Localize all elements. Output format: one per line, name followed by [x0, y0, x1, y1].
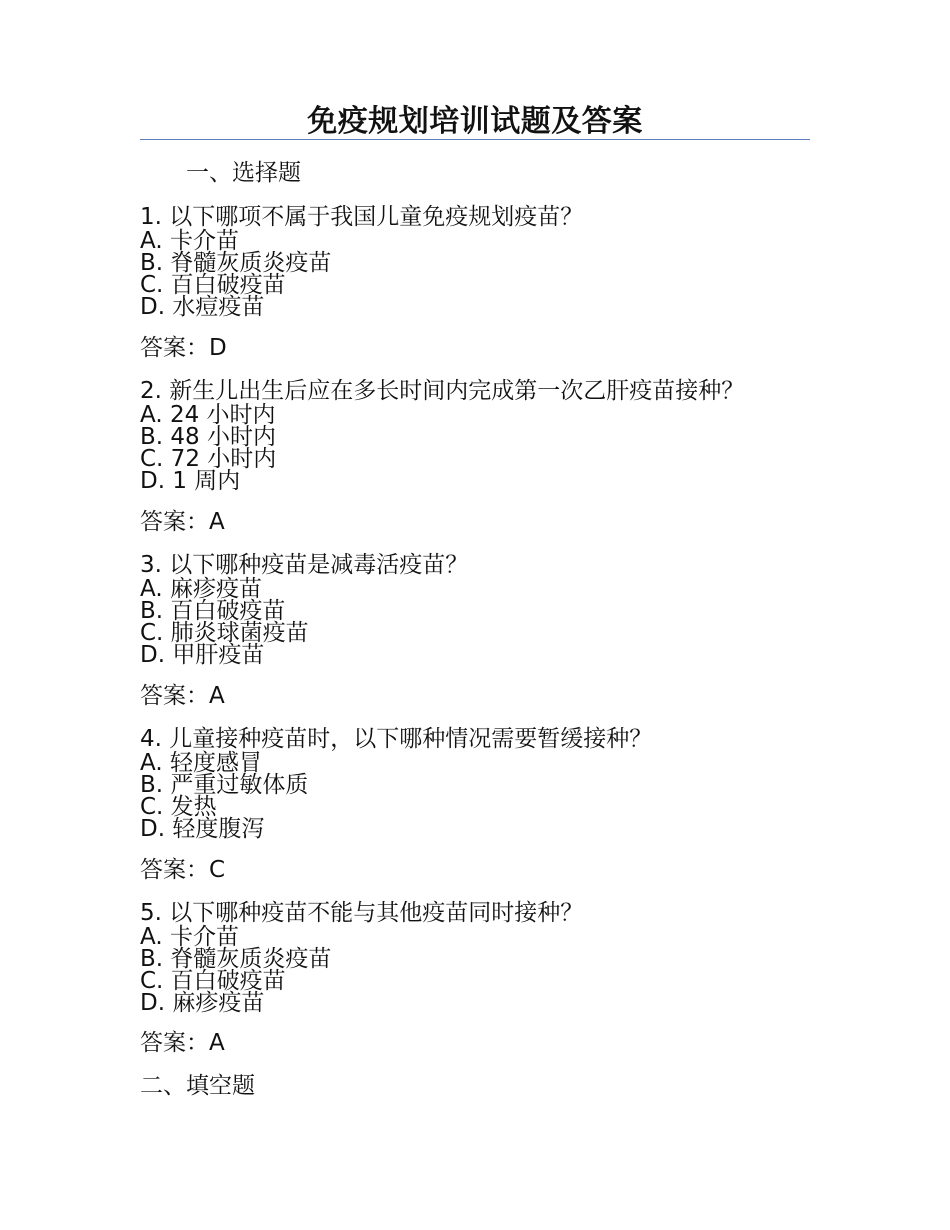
question-text: 5. 以下哪种疫苗不能与其他疫苗同时接种？ — [140, 900, 584, 926]
question-text: 4. 儿童接种疫苗时，以下哪种情况需要暂缓接种？ — [140, 726, 653, 752]
option-d: D. 1 周内 — [140, 468, 241, 494]
document-title: 免疫规划培训试题及答案 — [307, 104, 643, 139]
option-b: B. 严重过敏体质 — [140, 772, 309, 798]
answer-4: 答案：C — [140, 857, 226, 883]
option-a: A. 卡介苗 — [140, 924, 239, 950]
option-b: B. 脊髓灰质炎疫苗 — [140, 946, 332, 972]
answer-2: 答案：A — [140, 509, 225, 535]
question-text: 1. 以下哪项不属于我国儿童免疫规划疫苗？ — [140, 204, 584, 230]
option-d: D. 轻度腹泻 — [140, 816, 265, 842]
question-5 — [140, 900, 820, 1014]
option-b: B. 百白破疫苗 — [140, 598, 286, 624]
option-b: B. 48 小时内 — [140, 424, 276, 450]
option-a: A. 麻疹疫苗 — [140, 576, 262, 602]
question-3 — [140, 552, 820, 666]
option-d: D. 麻疹疫苗 — [140, 990, 265, 1016]
section-heading-choice: 一、选择题 — [186, 160, 301, 186]
section-heading-fill-blank: 二、填空题 — [140, 1073, 255, 1099]
option-c: C. 72 小时内 — [140, 446, 277, 472]
title-underline — [140, 139, 810, 140]
answer-3: 答案：A — [140, 683, 225, 709]
option-a: A. 卡介苗 — [140, 228, 239, 254]
question-2 — [140, 378, 820, 492]
option-c: C. 百白破疫苗 — [140, 272, 286, 298]
question-text: 3. 以下哪种疫苗是减毒活疫苗？ — [140, 552, 469, 578]
answer-5: 答案：A — [140, 1030, 225, 1056]
question-text: 2. 新生儿出生后应在多长时间内完成第一次乙肝疫苗接种？ — [140, 378, 745, 404]
option-a: A. 24 小时内 — [140, 402, 276, 428]
option-c: C. 发热 — [140, 794, 217, 820]
option-d: D. 甲肝疫苗 — [140, 642, 265, 668]
question-4 — [140, 726, 820, 840]
option-c: C. 肺炎球菌疫苗 — [140, 620, 309, 646]
question-1 — [140, 204, 820, 318]
option-b: B. 脊髓灰质炎疫苗 — [140, 250, 332, 276]
option-d: D. 水痘疫苗 — [140, 294, 265, 320]
option-a: A. 轻度感冒 — [140, 750, 262, 776]
option-c: C. 百白破疫苗 — [140, 968, 286, 994]
answer-1: 答案：D — [140, 335, 227, 361]
